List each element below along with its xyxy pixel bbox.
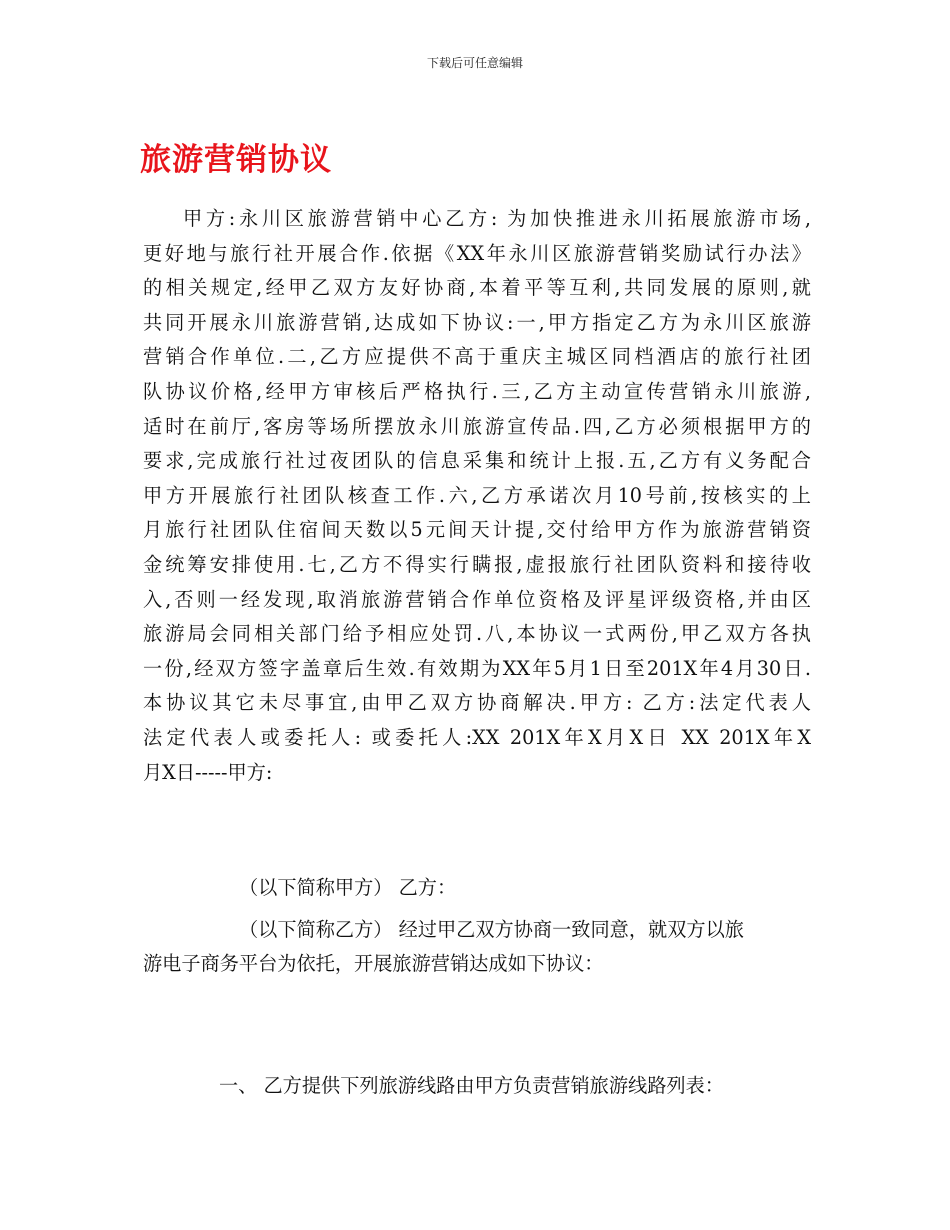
paragraph-line: 月旅行社团队住宿间天数以5元间天计提,交付给甲方作为旅游营销资 [143,518,811,542]
paragraph-line: 共同开展永川旅游营销,达成如下协议:一,甲方指定乙方为永川区旅游 [143,310,811,334]
party-b-continuation: 游电子商务平台为依托，开展旅游营销达成如下协议： [143,952,604,976]
paragraph-line: 月X日-----甲方: [143,760,273,784]
header-note: 下载后可任意编辑 [426,56,523,70]
paragraph-line: 入,否则一经发现,取消旅游营销合作单位资格及评星评级资格,并由区 [143,587,811,611]
paragraph-line: 甲方:永川区旅游营销中心乙方: 为加快推进永川拓展旅游市场, [183,207,811,230]
party-a-abbrev-line: （以下简称甲方） 乙方： [239,876,457,899]
paragraph-line: 的相关规定,经甲乙双方友好协商,本着平等互利,共同发展的原则,就 [143,276,811,300]
paragraph-line: 队协议价格,经甲方审核后严格执行.三,乙方主动宣传营销永川旅游, [143,379,811,403]
paragraph-line: 法定代表人或委托人: 或委托人:XX 201X年X月X日 XX 201X年X [143,725,811,749]
paragraph-line: 要求,完成旅行社过夜团队的信息采集和统计上报.五,乙方有义务配合 [143,449,811,473]
document-title: 旅游营销协议 [140,142,332,178]
paragraph-line: 更好地与旅行社开展合作.依据《XX年永川区旅游营销奖励试行办法》 [143,241,811,265]
paragraph-line: 一份,经双方签字盖章后生效.有效期为XX年5月1日至201X年4月30日. [143,656,811,680]
paragraph-line: 营销合作单位.二,乙方应提供不高于重庆主城区同档酒店的旅行社团 [143,345,811,369]
section-heading: 一、 乙方提供下列旅游线路由甲方负责营销旅游线路列表： [219,1074,724,1097]
paragraph-line: 金统筹安排使用.七,乙方不得实行瞒报,虚报旅行社团队资料和接待收 [143,552,811,576]
paragraph-line: 旅游局会同相关部门给予相应处罚.八,本协议一式两份,甲乙双方各执 [143,622,811,646]
paragraph-line: 本协议其它未尽事宜,由甲乙双方协商解决.甲方: 乙方:法定代表人 [143,691,811,715]
paragraph-line: 甲方开展旅行社团队核查工作.六,乙方承诺次月10号前,按核实的上 [143,483,811,507]
paragraph-line: 适时在前厅,客房等场所摆放永川旅游宣传品.四,乙方必须根据甲方的 [143,414,811,438]
agreement-paragraph [143,202,811,790]
party-b-line: （以下简称乙方） 经过甲乙双方协商一致同意，就双方以旅 [239,917,744,941]
parties-paragraph [143,871,811,982]
